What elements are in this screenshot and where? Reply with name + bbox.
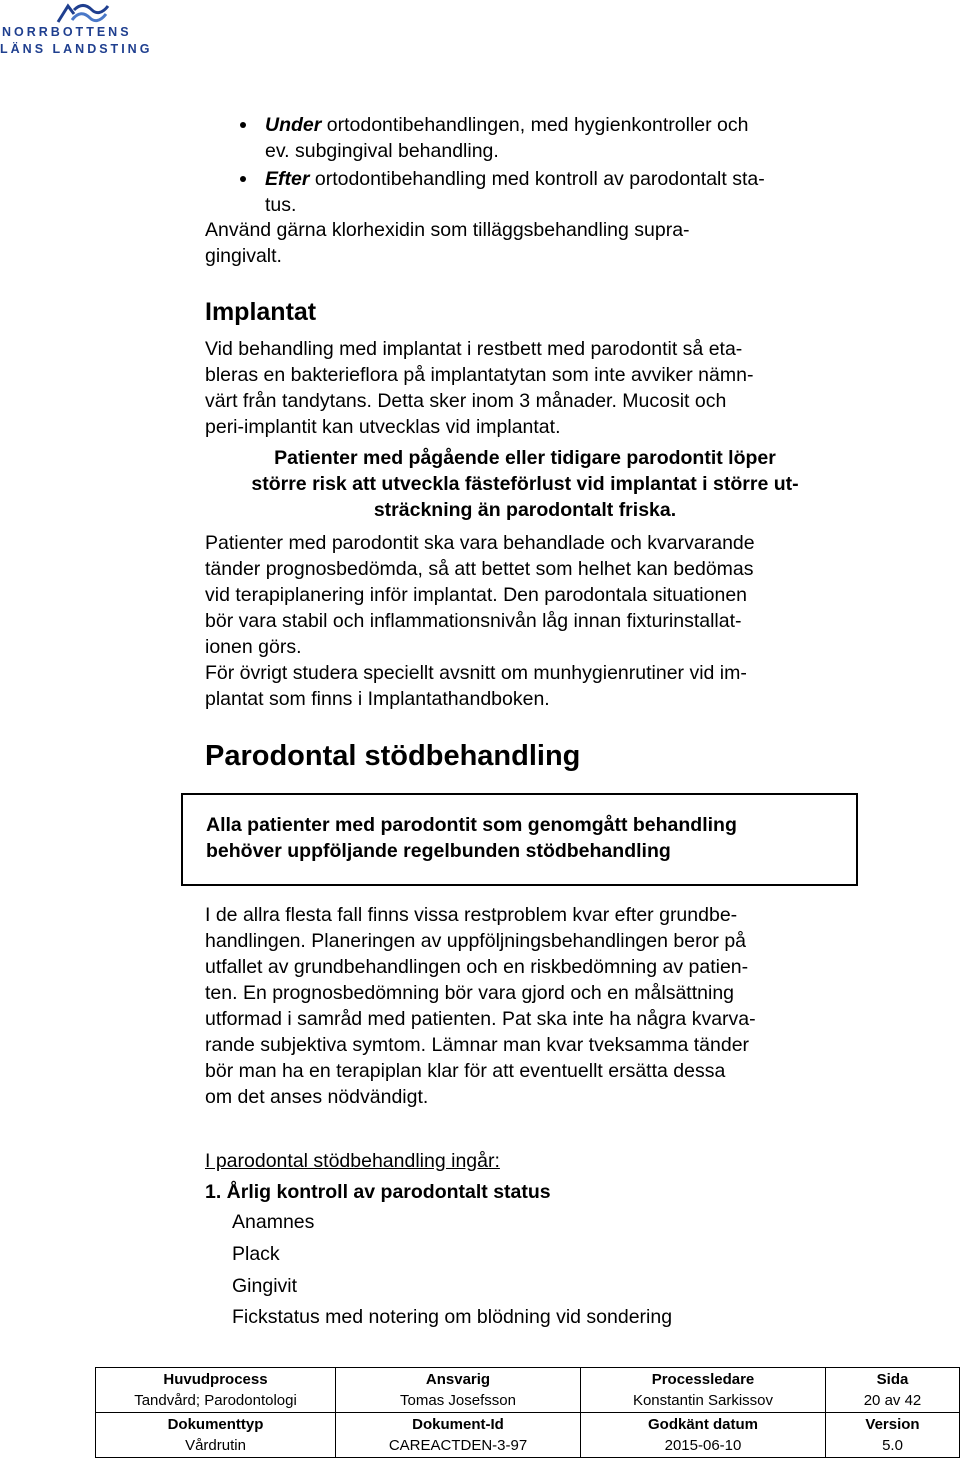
implantat-para2-line: Patienter med parodontit ska vara behandlade och kvarvarande xyxy=(205,532,755,554)
footer-value: 5.0 xyxy=(882,1437,903,1454)
implantat-heading: Implantat xyxy=(205,298,317,326)
footer-cell-dokumenttyp xyxy=(96,1413,336,1458)
implantat-emphasis-line: Patienter med pågående eller tidigare parodontit löper xyxy=(274,447,776,469)
logo xyxy=(0,0,170,64)
logo-mark-icon xyxy=(54,2,110,24)
footer-label: Dokumenttyp xyxy=(167,1416,264,1433)
bullet-dot xyxy=(240,176,246,182)
bullet-text: ortodontibehandling med kontroll av parodontalt sta- xyxy=(309,168,765,190)
footer-row xyxy=(96,1413,960,1458)
footer-label: Sida xyxy=(876,1371,909,1388)
footer-value: Tandvård; Parodontologi xyxy=(134,1392,297,1409)
footer-label: Ansvarig xyxy=(425,1371,491,1388)
subitem-fickstatus: Fickstatus med notering om blödning vid sondering xyxy=(232,1306,673,1328)
footer-cell-huvudprocess xyxy=(96,1368,336,1413)
implantat-para2-line: ionen görs. xyxy=(205,636,302,658)
bullet-item xyxy=(265,112,748,138)
footer-value: 2015-06-10 xyxy=(664,1437,742,1454)
section-para-line: utfallet av grundbehandlingen och en riskbedömning av patien- xyxy=(205,956,749,978)
implantat-para3-line: För övrigt studera speciellt avsnitt om munhygienrutiner vid im- xyxy=(205,662,747,684)
footer-label: Dokument-Id xyxy=(412,1416,504,1433)
bullet-lead: Under xyxy=(265,114,322,136)
implantat-emphasis-line: sträckning än parodontalt friska. xyxy=(373,499,677,521)
footer-cell-godkant xyxy=(581,1413,826,1458)
section-para-line: bör man ha en terapiplan klar för att eventuellt ersätta dessa xyxy=(205,1060,726,1082)
implantat-para2-line: bör vara stabil och inflammationsnivån låg innan fixturinstallat- xyxy=(205,610,742,632)
bullet-item xyxy=(265,166,765,192)
highlight-box-line: behöver uppföljande regelbunden stödbehandling xyxy=(206,840,671,862)
footer-value: Konstantin Sarkissov xyxy=(632,1392,774,1409)
footer-label: Huvudprocess xyxy=(163,1371,268,1388)
logo-line-1: NORRBOTTENS xyxy=(2,25,132,39)
implantat-para2-line: tänder prognosbedömda, så att bettet som helhet kan bedömas xyxy=(205,558,754,580)
section-para-line: ten. En prognosbedömning bör vara gjord och en målsättning xyxy=(205,982,735,1004)
item-1-heading: 1. Årlig kontroll av parodontalt status xyxy=(205,1181,551,1203)
klorhexidin-line: Använd gärna klorhexidin som tilläggsbehandling supra- xyxy=(205,219,690,241)
footer-row xyxy=(96,1368,960,1413)
footer-cell-ansvarig xyxy=(336,1368,581,1413)
footer-table xyxy=(95,1367,960,1458)
logo-line-2: LÄNS LANDSTING xyxy=(0,42,153,56)
footer-value: Tomas Josefsson xyxy=(400,1392,516,1409)
section-heading: Parodontal stödbehandling xyxy=(205,740,581,772)
section-para-line: handlingen. Planeringen av uppföljningsbehandlingen beror på xyxy=(205,930,747,952)
implantat-para1-line: värt från tandytans. Detta sker inom 3 månader. Mucosit och xyxy=(205,390,727,412)
footer-cell-processledare xyxy=(581,1368,826,1413)
footer-label: Version xyxy=(865,1416,920,1433)
implantat-para3-line: plantat som finns i Implantathandboken. xyxy=(205,688,550,710)
section-para-line: I de allra flesta fall finns vissa restproblem kvar efter grundbe- xyxy=(205,904,738,926)
implantat-emphasis-line: större risk att utveckla fästeförlust vid implantat i större ut- xyxy=(251,473,799,495)
footer-cell-sida xyxy=(826,1368,960,1413)
bullet-dot xyxy=(240,122,246,128)
footer-cell-version xyxy=(826,1413,960,1458)
footer-value: 20 av 42 xyxy=(863,1392,922,1409)
implantat-para2-line: vid terapiplanering inför implantat. Den parodontala situationen xyxy=(205,584,748,606)
implantat-para1-line: Vid behandling med implantat i restbett med parodontit så eta- xyxy=(205,338,743,360)
section-para-line: utformad i samråd med patienten. Pat ska inte ha några kvarva- xyxy=(205,1008,756,1030)
bullet-text: ortodontibehandlingen, med hygienkontroller och xyxy=(321,114,749,136)
section-para-line: rande subjektiva symtom. Lämnar man kvar tveksamma tänder xyxy=(205,1034,750,1056)
bullet-text-cont: tus. xyxy=(265,194,297,216)
klorhexidin-line: gingivalt. xyxy=(205,245,282,267)
footer-value: CAREACTDEN-3-97 xyxy=(388,1437,528,1454)
subitem-anamnes: Anamnes xyxy=(232,1211,315,1233)
section-para-line: om det anses nödvändigt. xyxy=(205,1086,429,1108)
bullet-lead: Efter xyxy=(265,168,310,190)
subitem-gingivit: Gingivit xyxy=(232,1275,298,1297)
implantat-para1-line: bleras en bakterieflora på implantatytan som inte avviker nämn- xyxy=(205,364,754,386)
includes-label: I parodontal stödbehandling ingår: xyxy=(205,1150,500,1172)
subitem-plack: Plack xyxy=(232,1243,280,1265)
footer-label: Godkänt datum xyxy=(647,1416,758,1433)
implantat-para1-line: peri-implantit kan utvecklas vid implantat. xyxy=(205,416,561,438)
footer-value: Vårdrutin xyxy=(185,1437,246,1454)
footer-label: Processledare xyxy=(651,1371,755,1388)
bullet-text-cont: ev. subgingival behandling. xyxy=(265,140,499,162)
highlight-box-line: Alla patienter med parodontit som genomgått behandling xyxy=(206,814,737,836)
highlight-box xyxy=(181,793,858,886)
footer-cell-dokumentid xyxy=(336,1413,581,1458)
